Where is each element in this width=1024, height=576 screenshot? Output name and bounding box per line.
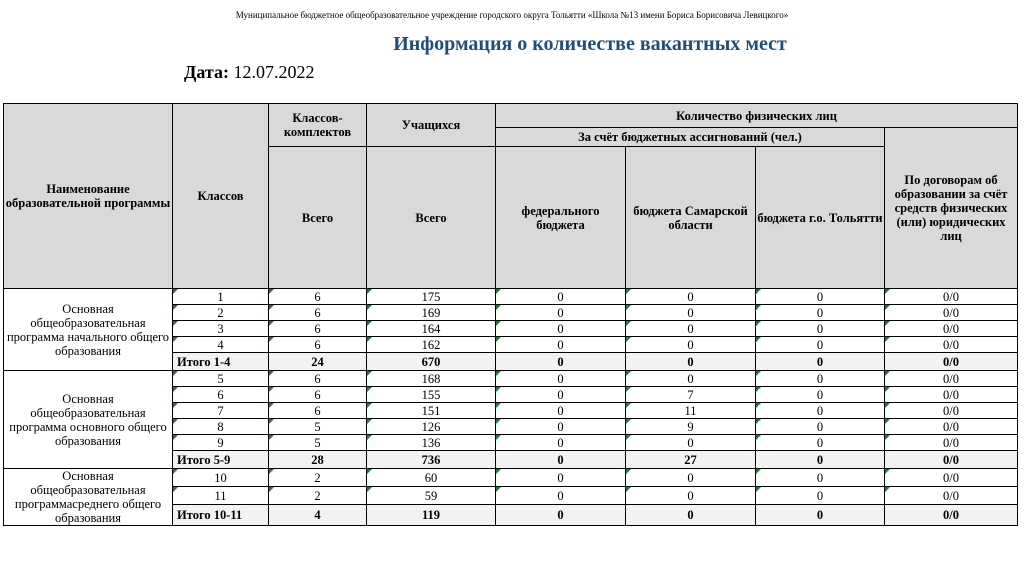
city-cell: 0 (756, 371, 885, 387)
sets-cell: 6 (269, 305, 367, 321)
total-federal-cell: 0 (496, 353, 626, 371)
contract-cell: 0/0 (885, 305, 1018, 321)
header-federal: федерального бюджета (496, 147, 626, 289)
sets-cell: 6 (269, 387, 367, 403)
regional-cell: 0 (626, 469, 756, 487)
federal-cell: 0 (496, 371, 626, 387)
regional-cell: 0 (626, 487, 756, 505)
total-federal-cell: 0 (496, 451, 626, 469)
page-title: Информация о количестве вакантных мест (393, 33, 787, 55)
federal-cell: 0 (496, 435, 626, 451)
city-cell: 0 (756, 487, 885, 505)
federal-cell: 0 (496, 337, 626, 353)
city-cell: 0 (756, 469, 885, 487)
institution-name: Муниципальное бюджетное общеобразовательное учреждение городского округа Тольятти «Школа №13 имени Бориса Борисовича Левицкого» (235, 10, 789, 20)
grade-cell: 2 (173, 305, 269, 321)
sets-cell: 5 (269, 419, 367, 435)
federal-cell: 0 (496, 487, 626, 505)
header-physical-persons: Количество физических лиц (496, 104, 1018, 128)
federal-cell: 0 (496, 419, 626, 435)
total-contract-cell: 0/0 (885, 353, 1018, 371)
total-label-cell: Итого 10-11 (173, 505, 269, 526)
report-date (184, 62, 314, 83)
vacancies-table (3, 103, 1018, 526)
city-cell: 0 (756, 305, 885, 321)
students-cell: 175 (367, 289, 496, 305)
students-cell: 151 (367, 403, 496, 419)
city-cell: 0 (756, 419, 885, 435)
regional-cell: 0 (626, 321, 756, 337)
grade-cell: 7 (173, 403, 269, 419)
header-students: Учащихся (367, 104, 496, 147)
sets-cell: 6 (269, 403, 367, 419)
federal-cell: 0 (496, 305, 626, 321)
grade-cell: 11 (173, 487, 269, 505)
students-cell: 155 (367, 387, 496, 403)
regional-cell: 11 (626, 403, 756, 419)
header-budget-group: За счёт бюджетных ассигнований (чел.) (496, 128, 885, 147)
table-header (4, 104, 1018, 289)
students-cell: 126 (367, 419, 496, 435)
sets-cell: 6 (269, 321, 367, 337)
table-body (4, 289, 1018, 526)
sets-cell: 2 (269, 487, 367, 505)
city-cell: 0 (756, 337, 885, 353)
students-cell: 164 (367, 321, 496, 337)
regional-cell: 0 (626, 305, 756, 321)
regional-cell: 0 (626, 371, 756, 387)
students-cell: 59 (367, 487, 496, 505)
sets-cell: 6 (269, 289, 367, 305)
total-sets-cell: 4 (269, 505, 367, 526)
contract-cell: 0/0 (885, 403, 1018, 419)
city-cell: 0 (756, 321, 885, 337)
students-cell: 60 (367, 469, 496, 487)
regional-cell: 0 (626, 337, 756, 353)
city-cell: 0 (756, 289, 885, 305)
sets-cell: 5 (269, 435, 367, 451)
sets-cell: 6 (269, 337, 367, 353)
sets-cell: 6 (269, 371, 367, 387)
total-sets-cell: 28 (269, 451, 367, 469)
contract-cell: 0/0 (885, 289, 1018, 305)
program-name-cell: Основная общеобразовательная программасреднего общего образования (4, 469, 173, 526)
regional-cell: 7 (626, 387, 756, 403)
students-cell: 168 (367, 371, 496, 387)
table-row (4, 289, 1018, 305)
federal-cell: 0 (496, 403, 626, 419)
header-regional: бюджета Самарской области (626, 147, 756, 289)
federal-cell: 0 (496, 387, 626, 403)
table-row (4, 469, 1018, 487)
federal-cell: 0 (496, 321, 626, 337)
total-students-cell: 119 (367, 505, 496, 526)
total-federal-cell: 0 (496, 505, 626, 526)
total-regional-cell: 0 (626, 505, 756, 526)
contract-cell: 0/0 (885, 371, 1018, 387)
contract-cell: 0/0 (885, 419, 1018, 435)
total-students-cell: 736 (367, 451, 496, 469)
header-city: бюджета г.о. Тольятти (756, 147, 885, 289)
header-class-sets: Классов-комплектов (269, 104, 367, 147)
contract-cell: 0/0 (885, 337, 1018, 353)
header-contracts: По договорам об образовании за счёт средств физических (или) юридических лиц (885, 128, 1018, 289)
students-cell: 169 (367, 305, 496, 321)
total-contract-cell: 0/0 (885, 451, 1018, 469)
grade-cell: 4 (173, 337, 269, 353)
grade-cell: 1 (173, 289, 269, 305)
program-name-cell: Основная общеобразовательная программа основного общего образования (4, 371, 173, 469)
total-label-cell: Итого 1-4 (173, 353, 269, 371)
federal-cell: 0 (496, 469, 626, 487)
contract-cell: 0/0 (885, 321, 1018, 337)
federal-cell: 0 (496, 289, 626, 305)
grade-cell: 10 (173, 469, 269, 487)
grade-cell: 6 (173, 387, 269, 403)
header-program-name: Наименование образовательной программы (4, 104, 173, 289)
date-value: 12.07.2022 (233, 62, 315, 82)
regional-cell: 9 (626, 419, 756, 435)
total-contract-cell: 0/0 (885, 505, 1018, 526)
contract-cell: 0/0 (885, 469, 1018, 487)
contract-cell: 0/0 (885, 435, 1018, 451)
header-classes: Классов (173, 104, 269, 289)
grade-cell: 3 (173, 321, 269, 337)
total-sets-cell: 24 (269, 353, 367, 371)
sets-cell: 2 (269, 469, 367, 487)
city-cell: 0 (756, 387, 885, 403)
city-cell: 0 (756, 403, 885, 419)
regional-cell: 0 (626, 435, 756, 451)
total-label-cell: Итого 5-9 (173, 451, 269, 469)
grade-cell: 5 (173, 371, 269, 387)
total-city-cell: 0 (756, 353, 885, 371)
date-label: Дата: (184, 62, 229, 82)
students-cell: 136 (367, 435, 496, 451)
city-cell: 0 (756, 435, 885, 451)
table-row (4, 371, 1018, 387)
header-sets-total: Всего (269, 147, 367, 289)
students-cell: 162 (367, 337, 496, 353)
regional-cell: 0 (626, 289, 756, 305)
contract-cell: 0/0 (885, 487, 1018, 505)
contract-cell: 0/0 (885, 387, 1018, 403)
total-regional-cell: 27 (626, 451, 756, 469)
total-regional-cell: 0 (626, 353, 756, 371)
grade-cell: 9 (173, 435, 269, 451)
total-city-cell: 0 (756, 505, 885, 526)
header-students-total: Всего (367, 147, 496, 289)
program-name-cell: Основная общеобразовательная программа начального общего образования (4, 289, 173, 371)
total-city-cell: 0 (756, 451, 885, 469)
grade-cell: 8 (173, 419, 269, 435)
total-students-cell: 670 (367, 353, 496, 371)
